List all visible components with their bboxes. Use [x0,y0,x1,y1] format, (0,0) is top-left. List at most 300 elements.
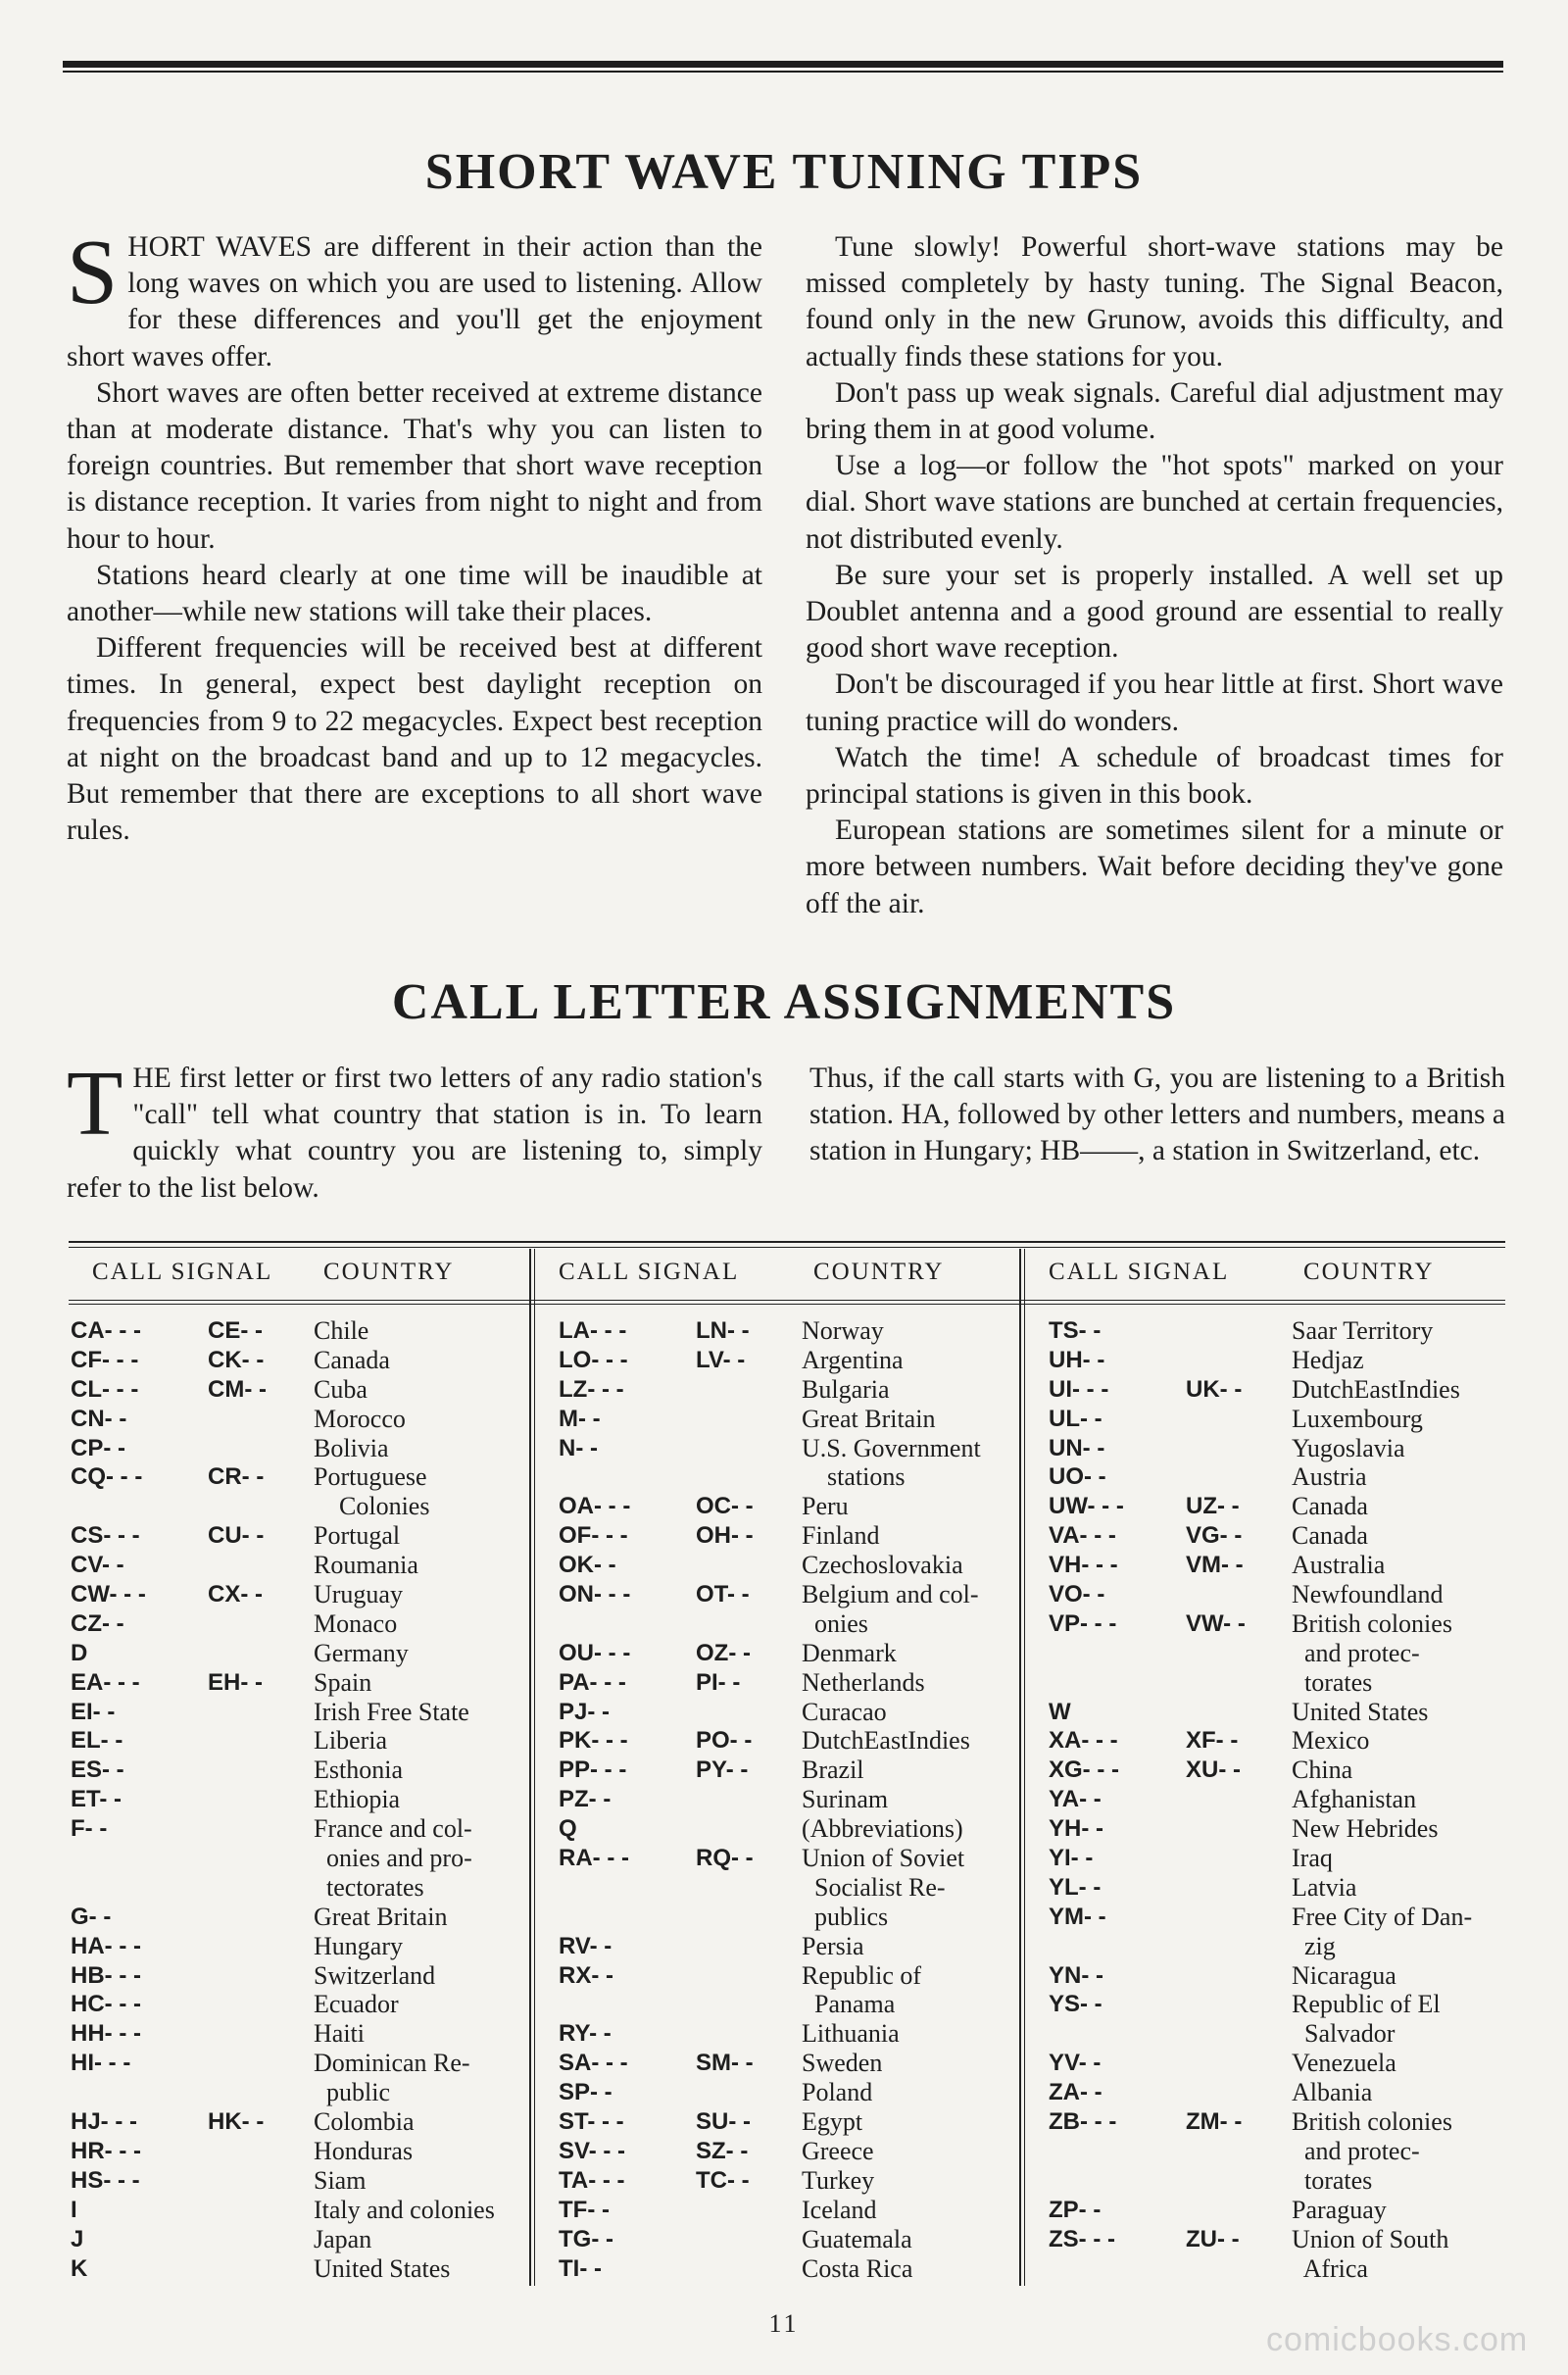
country-cell: Denmark [802,1638,897,1667]
call-signal-cell: PY- - [696,1757,749,1784]
country-cell: Salvador [1292,2019,1396,2049]
country-cell: Italy and colonies [314,2195,495,2224]
table-row [1049,2049,1509,2078]
call-signal-cell: OF- - - [559,1522,628,1550]
header-call-signal: CALL SIGNAL [1049,1259,1230,1285]
country-cell: and protec- [1292,1638,1420,1667]
table-row [559,2166,1019,2196]
table-row [71,1990,531,2019]
call-signal-cell: CA- - - [71,1317,141,1344]
call-signal-cell: OH- - [696,1522,754,1550]
table-column-3 [1049,1316,1509,2283]
call-signal-cell: CW- - - [71,1581,146,1608]
tuning-title: SHORT WAVE TUNING TIPS [424,144,1144,200]
table-row [559,2019,1019,2049]
country-cell: Latvia [1292,1872,1357,1902]
call-signal-cell: VO- - [1049,1581,1105,1608]
call-signal-cell: PZ- - [559,1786,612,1813]
call-signal-cell: CR- - [208,1463,265,1491]
country-cell: Chile [314,1316,369,1345]
country-cell: Portuguese [314,1462,427,1492]
country-cell: Canada [1292,1492,1368,1521]
table-row [559,2137,1019,2166]
call-signal-cell: UK- - [1186,1375,1243,1403]
country-cell: onies [802,1608,868,1638]
call-signal-cell: VA- - - [1049,1522,1116,1550]
country-cell: public [314,2078,390,2107]
call-signal-cell: ZS- - - [1049,2225,1115,2252]
country-cell: Guatemala [802,2224,912,2253]
call-signal-cell: VG- - [1186,1522,1243,1550]
call-signal-cell: W [1049,1698,1071,1725]
call-signal-cell: YS- - [1049,1991,1102,2018]
column-divider [1019,1249,1021,2286]
table-row [71,1551,531,1580]
call-signal-cell: K [71,2254,88,2282]
country-cell: Roumania [314,1551,418,1580]
call-signal-cell: PK- - - [559,1727,628,1755]
drop-cap: T [67,1053,123,1155]
country-cell: United States [1292,1697,1429,1726]
table-row [71,1521,531,1551]
country-cell: Netherlands [802,1667,925,1697]
table-row [71,2225,531,2254]
call-signal-cell: ET- - [71,1786,122,1813]
table-row [559,2254,1019,2284]
table-row [1049,1726,1509,1756]
table-row [559,1756,1019,1785]
call-signal-cell: VP- - - [1049,1609,1117,1637]
header-country: COUNTRY [813,1259,945,1285]
table-row [559,1873,1019,1903]
call-signal-cell: OC- - [696,1493,754,1520]
call-signal-cell: EH- - [208,1668,263,1696]
country-cell: France and col- [314,1814,472,1844]
call-signal-cell: RA- - - [559,1845,629,1872]
table-row [71,1726,531,1756]
call-signal-cell: OA- - - [559,1493,631,1520]
country-cell: Dominican Re- [314,2049,470,2078]
table-row [1049,1844,1509,1873]
table-row [71,1375,531,1405]
call-signal-cell: CM- - [208,1375,267,1403]
paragraph: Watch the time! A schedule of broadcast times for principal stations is given in this book. [806,741,1503,811]
call-signal-cell: YH- - [1049,1815,1103,1843]
table-row [1049,1405,1509,1434]
paragraph: Different frequencies will be received best at different times. In general, expect best daylight reception on frequencies from 9 to 22 megacycles. Expect best reception at night on the broadcast band and up to 12 megacycles. But remember that there are exceptions to all short wave rules. [67,632,762,847]
table-row [1049,1903,1509,1932]
table-rule [69,1300,1505,1301]
call-signal-cell: CE- - [208,1317,263,1344]
paragraph: Don't be discouraged if you hear little at first. Short wave tuning practice will do wonders. [806,668,1503,737]
table-rule [69,1304,1505,1305]
country-cell: Honduras [314,2136,414,2165]
country-cell: Republic of [802,1960,922,1990]
country-cell: Luxembourg [1292,1404,1423,1433]
table-row [71,1903,531,1932]
call-signal-cell: YL- - [1049,1873,1102,1901]
table-row [559,2225,1019,2254]
header-country: COUNTRY [1303,1259,1435,1285]
table-row [71,1580,531,1609]
call-signal-cell: EL- - [71,1727,123,1755]
table-row [559,1346,1019,1375]
country-cell: onies and pro- [314,1844,472,1873]
call-signal-cell: N- - [559,1434,598,1461]
call-signal-cell: XG- - - [1049,1757,1119,1784]
watermark: comicbooks.com [1266,2321,1529,2358]
country-cell: torates [1292,1667,1373,1697]
table-row [71,2107,531,2137]
call-signal-cell: SM- - [696,2050,754,2077]
call-signal-cell: UZ- - [1186,1493,1240,1520]
call-signal-cell: J [71,2225,84,2252]
call-signal-cell: YI- - [1049,1845,1094,1872]
country-cell: Iceland [802,2195,877,2224]
table-row [1049,1375,1509,1405]
table-row [559,1903,1019,1932]
table-row [1049,1961,1509,1991]
call-signal-cell: ZP- - [1049,2196,1102,2223]
paragraph: European stations are sometimes silent for a minute or more between numbers. Wait before deciding they've gone off the air. [806,815,1503,919]
table-row [71,1932,531,1961]
call-signal-cell: CS- - - [71,1522,140,1550]
table-row [1049,2107,1509,2137]
table-row [559,1434,1019,1463]
country-cell: Ecuador [314,1990,399,2019]
table-row [1049,2196,1509,2225]
country-cell: tectorates [314,1872,424,1902]
table-row [1049,1785,1509,1814]
country-cell: Bolivia [314,1433,389,1462]
paragraph: Thus, if the call starts with G, you are listening to a British station. HA, followed by other letters and numbers, means a station in Hungary; HB——, a station in Switzerland, etc. [809,1063,1505,1167]
table-row [559,1932,1019,1961]
call-signal-cell: LN- - [696,1317,750,1344]
call-signal-cell: TF- - [559,2196,610,2223]
call-signal-cell: PP- - - [559,1757,627,1784]
paragraph: Tune slowly! Powerful short-wave stations may be missed completely by hasty tuning. The Signal Beacon, found only in the new Grunow, avoids this difficulty, and actually finds these stations for you. [806,231,1503,372]
call-signal-cell: LZ- - - [559,1375,624,1403]
call-signal-cell: CQ- - - [71,1463,143,1491]
table-row [1049,1609,1509,1639]
country-cell: British colonies [1292,1608,1452,1638]
table-row [559,2196,1019,2225]
country-cell: New Hebrides [1292,1814,1439,1844]
country-cell: Egypt [802,2107,863,2137]
country-cell: Hedjaz [1292,1345,1364,1374]
country-cell: Colonies [314,1492,430,1521]
call-signal-cell: TC- - [696,2166,750,2194]
country-cell: Brazil [802,1756,864,1785]
call-signal-cell: HS- - - [71,2166,140,2194]
table-row [71,1756,531,1785]
table-row [559,1405,1019,1434]
country-cell: Sweden [802,2049,883,2078]
call-signal-cell: PO- - [696,1727,753,1755]
table-row [1049,1668,1509,1698]
call-signal-cell: SZ- - [696,2137,749,2164]
table-row [1049,2019,1509,2049]
call-signal-cell: RY- - [559,2020,612,2048]
call-signal-cell: RV- - [559,1932,612,1959]
table-row [1049,1462,1509,1492]
table-row [71,1639,531,1668]
country-cell: United States [314,2253,451,2283]
call-signal-cell: CN- - [71,1405,127,1432]
call-signal-cell: ST- - - [559,2108,624,2136]
country-cell: Germany [314,1638,409,1667]
country-cell: Great Britain [802,1404,936,1433]
call-signal-cell: LA- - - [559,1317,627,1344]
call-signal-cell: YM- - [1049,1903,1106,1930]
table-row [1049,1492,1509,1521]
country-cell: Switzerland [314,1960,436,1990]
call-signal-cell: CV- - [71,1552,124,1579]
header-call-signal: CALL SIGNAL [92,1259,273,1285]
country-cell: DutchEastIndies [802,1726,970,1756]
call-signal-cell: D [71,1639,88,1666]
country-cell: Iraq [1292,1844,1333,1873]
call-signal-cell: UH- - [1049,1346,1105,1373]
table-row [559,1375,1019,1405]
table-row [1049,1434,1509,1463]
country-cell: British colonies [1292,2107,1452,2137]
country-cell: Panama [802,1990,896,2019]
call-signal-cell: UO- - [1049,1463,1106,1491]
table-row [559,1316,1019,1346]
country-cell: Afghanistan [1292,1785,1417,1814]
call-signal-cell: CK- - [208,1346,265,1373]
table-row [1049,1814,1509,1844]
country-cell: Monaco [314,1608,398,1638]
country-cell: Siam [314,2165,367,2195]
call-signal-cell: RQ- - [696,1845,754,1872]
country-cell: Greece [802,2136,874,2165]
call-signal-cell: YA- - [1049,1786,1102,1813]
country-cell: Uruguay [314,1580,403,1609]
header-call-signal: CALL SIGNAL [559,1259,740,1285]
calls-left-column [67,1053,762,1207]
column-divider [534,1249,535,2286]
call-signal-cell: LO- - - [559,1346,628,1373]
call-signal-cell: CX- - [208,1581,263,1608]
table-row [71,2196,531,2225]
country-cell: Nicaragua [1292,1960,1396,1990]
call-signal-cell: SP- - [559,2079,612,2106]
call-signal-cell: TG- - [559,2225,613,2252]
table-row [559,1492,1019,1521]
country-cell: Canada [1292,1521,1368,1551]
country-cell: Hungary [314,1931,403,1960]
call-signal-cell: OK- - [559,1552,616,1579]
table-row [1049,1990,1509,2019]
country-cell: Peru [802,1492,849,1521]
call-signal-cell: Q [559,1815,577,1843]
country-cell: Ethiopia [314,1785,401,1814]
call-signal-cell: I [71,2196,77,2223]
call-signal-cell: HH- - - [71,2020,141,2048]
call-signal-cell: VH- - - [1049,1552,1118,1579]
table-row [559,1961,1019,1991]
table-row [559,2049,1019,2078]
country-cell: Surinam [802,1785,889,1814]
country-cell: Bulgaria [802,1374,890,1404]
call-signal-cell: HA- - - [71,1932,141,1959]
country-cell: Esthonia [314,1756,403,1785]
country-cell: Venezuela [1292,2049,1396,2078]
country-cell: Belgium and col- [802,1580,979,1609]
calls-right-column [809,1061,1505,1170]
table-rule [69,1241,1505,1243]
call-signal-cell: HB- - - [71,1961,141,1989]
table-row [71,2049,531,2078]
call-signal-cell: VM- - [1186,1552,1244,1579]
call-signal-cell: XA- - - [1049,1727,1118,1755]
top-rule-thin [63,71,1503,73]
country-cell: Portugal [314,1521,401,1551]
country-cell: Colombia [314,2107,415,2137]
table-row [559,1580,1019,1609]
call-signal-cell: CP- - [71,1434,125,1461]
country-cell: Haiti [314,2019,365,2049]
call-signal-cell: F- - [71,1815,108,1843]
call-signal-cell: ZA- - [1049,2079,1102,2106]
table-row [1049,1932,1509,1961]
table-row [559,1990,1019,2019]
header-country: COUNTRY [323,1259,455,1285]
country-cell: Spain [314,1667,372,1697]
call-signal-cell: HR- - - [71,2137,141,2164]
table-row [1049,1551,1509,1580]
table-row [559,1785,1019,1814]
call-signal-cell: PI- - [696,1668,741,1696]
country-cell: U.S. Government [802,1433,981,1462]
call-signal-cell: ZU- - [1186,2225,1240,2252]
call-signal-cell: ON- - - [559,1581,631,1608]
country-cell: Newfoundland [1292,1580,1444,1609]
call-signal-cell: VW- - [1186,1609,1246,1637]
call-signal-cell: SU- - [696,2108,751,2136]
table-row [71,1462,531,1492]
table-row [1049,1521,1509,1551]
call-signal-cell: ZM- - [1186,2108,1243,2136]
country-cell: Japan [314,2224,372,2253]
call-signal-cell: OT- - [696,1581,750,1608]
table-row [1049,1346,1509,1375]
country-cell: Union of South [1292,2224,1449,2253]
country-cell: Liberia [314,1726,388,1756]
table-row [71,1785,531,1814]
country-cell: Lithuania [802,2019,900,2049]
country-cell: Yugoslavia [1292,1433,1405,1462]
paragraph: Don't pass up weak signals. Careful dial adjustment may bring them in at good volume. [806,376,1503,446]
call-signal-cell: YV- - [1049,2050,1102,2077]
call-signal-cell: CZ- - [71,1609,124,1637]
country-cell: Australia [1292,1551,1386,1580]
country-cell: Austria [1292,1462,1367,1492]
call-signal-cell: UW- - - [1049,1493,1124,1520]
table-row [71,1346,531,1375]
country-cell: zig [1292,1931,1336,1960]
paragraph: HE first letter or first two letters of any radio station's "call" tell what country that station is in. To learn quickly what country you are listening to, simply refer to the list below. [67,1063,762,1204]
table-row [1049,1639,1509,1668]
table-row [71,1434,531,1463]
calls-title: CALL LETTER ASSIGNMENTS [391,974,1177,1030]
country-cell: Africa [1292,2253,1368,2283]
country-cell: DutchEastIndies [1292,1374,1460,1404]
table-row [71,1961,531,1991]
call-signal-cell: UI- - - [1049,1375,1109,1403]
table-row [559,1521,1019,1551]
paragraph: Be sure your set is properly installed. A well set up Doublet antenna and a good ground are essential to really good short wave reception. [806,559,1503,665]
table-row [71,2019,531,2049]
table-row [1049,2166,1509,2196]
tuning-right-column [806,229,1503,922]
table-row [1049,1580,1509,1609]
call-signal-cell: HC- - - [71,1991,141,2018]
country-cell: Cuba [314,1374,368,1404]
call-signal-cell: XU- - [1186,1757,1241,1784]
call-signal-cell: LV- - [696,1346,746,1373]
country-cell: and protec- [1292,2136,1420,2165]
table-row [71,1844,531,1873]
call-signal-cell: SV- - - [559,2137,626,2164]
country-cell: (Abbreviations) [802,1814,963,1844]
table-row [71,1405,531,1434]
country-cell: Free City of Dan- [1292,1902,1473,1931]
table-row [1049,2078,1509,2107]
drop-cap: S [67,222,119,323]
country-cell: stations [802,1462,906,1492]
tuning-left-column [67,222,762,849]
table-row [559,1698,1019,1727]
page-number: 11 [768,2309,800,2338]
table-row [71,1668,531,1698]
country-cell: Socialist Re- [802,1872,946,1902]
country-cell: Albania [1292,2078,1373,2107]
country-cell: torates [1292,2165,1373,2195]
table-column-2 [559,1316,1019,2283]
call-signal-cell: HK- - [208,2108,265,2136]
country-cell: Finland [802,1521,880,1551]
country-cell: Irish Free State [314,1697,469,1726]
table-row [559,1462,1019,1492]
call-signal-cell: EA- - - [71,1668,140,1696]
call-signal-cell: XF- - [1186,1727,1239,1755]
table-row [559,2078,1019,2107]
table-row [559,1551,1019,1580]
table-row [559,1609,1019,1639]
table-row [71,1492,531,1521]
call-signal-cell: UL- - [1049,1405,1102,1432]
table-row [559,1726,1019,1756]
country-cell: Norway [802,1316,884,1345]
country-cell: Great Britain [314,1902,448,1931]
table-row [1049,2254,1509,2284]
country-cell: Morocco [314,1404,406,1433]
country-cell: Saar Territory [1292,1316,1434,1345]
call-signal-cell: PJ- - [559,1698,611,1725]
call-signal-cell: CF- - - [71,1346,139,1373]
call-signal-cell: M- - [559,1405,601,1432]
country-cell: China [1292,1756,1353,1785]
table-row [559,1844,1019,1873]
table-row [1049,2137,1509,2166]
call-signal-cell: HJ- - - [71,2108,137,2136]
table-column-1 [71,1316,531,2283]
top-rule [63,61,1503,68]
table-row [1049,1873,1509,1903]
